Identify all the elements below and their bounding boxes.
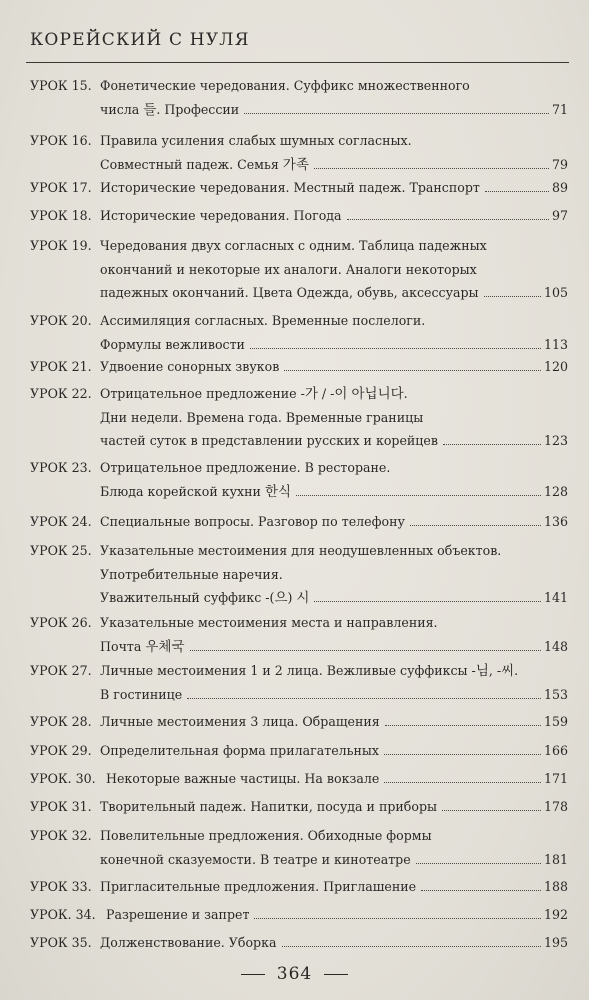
toc-entry-line [100, 565, 283, 585]
lesson-title-line: Употребительные наречия. [100, 566, 283, 582]
lesson-title-line: числа 들. Профессии [100, 101, 240, 118]
page-ref: 128 [543, 483, 568, 499]
dot-leader [484, 296, 541, 297]
lesson-title-line: окончаний и некоторые их аналоги. Аналоги некоторых [100, 261, 477, 277]
page-ref: 113 [543, 336, 568, 352]
dot-leader [187, 698, 541, 699]
toc-entry[interactable] [30, 905, 568, 929]
running-header: КОРЕЙСКИЙ С НУЛЯ [30, 30, 250, 50]
lesson-label: УРОК 21. [30, 359, 92, 374]
toc-entry[interactable] [30, 311, 568, 358]
lesson-title-line: Дни недели. Времена года. Временные границы [100, 409, 424, 425]
lesson-title-line: Исторические чередования. Погода [100, 208, 342, 223]
page-footer [0, 964, 589, 984]
toc-entry-last-line [100, 357, 568, 377]
toc-entry-last-line [100, 482, 568, 502]
toc-entry-line [100, 613, 438, 633]
lesson-label: УРОК 26. [30, 615, 92, 630]
lesson-title-line: Удвоение сонорных звуков [100, 359, 280, 374]
toc-entry-last-line [100, 178, 568, 198]
toc-entry-last-line [100, 588, 568, 608]
toc-entry-line [100, 458, 390, 478]
dot-leader [314, 168, 549, 169]
lesson-title-line: Разрешение и запрет [106, 907, 250, 922]
lesson-title-line: падежных окончаний. Цвета Одежда, обувь, аксессуары [100, 285, 479, 300]
lesson-title-line: Личные местоимения 3 лица. Обращения [100, 714, 380, 729]
page-ref: 181 [543, 851, 568, 867]
toc-entry-last-line [100, 283, 568, 303]
dot-leader [416, 863, 541, 864]
lesson-label: УРОК 17. [30, 180, 92, 195]
dot-leader [410, 525, 541, 526]
lesson-label: УРОК 15. [30, 78, 92, 93]
toc-entry[interactable] [30, 541, 568, 612]
lesson-label: УРОК 22. [30, 386, 92, 401]
page-ref: 120 [543, 359, 568, 374]
lesson-label: УРОК 16. [30, 133, 92, 148]
lesson-title-line: Творительный падеж. Напитки, посуда и приборы [100, 799, 438, 814]
toc-entry-last-line [106, 905, 568, 925]
toc-entry-last-line [100, 637, 568, 657]
toc-entry[interactable] [30, 877, 568, 901]
toc-entry-line [100, 311, 425, 331]
lesson-label: УРОК 24. [30, 514, 92, 529]
toc-entry-last-line [100, 100, 568, 120]
lesson-title-line: Отрицательное предложение -가 / -이 아닙니다. [100, 386, 408, 402]
page-ref: 97 [551, 208, 568, 223]
page-ref: 166 [543, 743, 568, 758]
toc-entry-line [100, 541, 501, 561]
lesson-title-line: Почта 우체국 [100, 638, 185, 655]
toc-entry-last-line [100, 335, 568, 355]
lesson-title-line: В гостинице [100, 686, 183, 702]
toc-entry[interactable] [30, 236, 568, 307]
footer-dash-right [324, 974, 348, 975]
lesson-title-line: Блюда корейской кухни 한식 [100, 483, 292, 500]
dot-leader [443, 444, 541, 445]
toc-entry[interactable] [30, 661, 568, 708]
toc-entry[interactable] [30, 826, 568, 873]
page-number: 364 [276, 964, 313, 984]
lesson-title-line: Правила усиления слабых шумных согласных. [100, 133, 412, 148]
page-ref: 171 [543, 771, 568, 786]
page-ref: 79 [551, 156, 568, 172]
dot-leader [384, 754, 541, 755]
dot-leader [254, 918, 541, 919]
toc-entry-last-line [100, 512, 568, 532]
lesson-label: УРОК. 30. [30, 771, 96, 786]
lesson-label: УРОК 35. [30, 935, 92, 950]
dot-leader [385, 725, 541, 726]
lesson-label: УРОК 20. [30, 313, 92, 328]
page-ref: 123 [543, 433, 568, 448]
lesson-title-line: Пригласительные предложения. Приглашение [100, 879, 417, 894]
dot-leader [284, 370, 541, 371]
lesson-label: УРОК 19. [30, 238, 92, 253]
toc-entry[interactable] [30, 357, 568, 381]
dot-leader [442, 810, 541, 811]
toc-entry[interactable] [30, 933, 568, 957]
toc-entry[interactable] [30, 613, 568, 660]
dot-leader [421, 890, 541, 891]
lesson-label: УРОК 28. [30, 714, 92, 729]
lesson-label: УРОК 27. [30, 663, 92, 678]
lesson-title-line: Ассимиляция согласных. Временные послелоги. [100, 313, 426, 328]
dot-leader [347, 219, 549, 220]
lesson-label: УРОК 29. [30, 743, 92, 758]
page-ref: 192 [543, 907, 568, 922]
lesson-title-line: Некоторые важные частицы. На вокзале [106, 771, 380, 786]
page-ref: 159 [543, 714, 568, 729]
toc-entry-last-line [100, 712, 568, 732]
lesson-label: УРОК 31. [30, 799, 92, 814]
lesson-title-line: Указательные местоимения места и направления. [100, 615, 438, 630]
toc-entry-line [100, 260, 477, 280]
toc-entry-last-line [100, 685, 568, 705]
page-ref: 141 [543, 590, 568, 605]
lesson-title-line: Специальные вопросы. Разговор по телефону [100, 514, 405, 529]
toc-entry-line [100, 408, 423, 428]
toc-entry[interactable] [30, 512, 568, 536]
lesson-title-line: Исторические чередования. Местный падеж. Транспорт [100, 180, 480, 195]
toc-entry-line [100, 76, 470, 96]
dot-leader [384, 782, 541, 783]
lesson-title-line: Уважительный суффикс -(으) 시 [100, 590, 310, 606]
toc-entry-last-line [106, 769, 568, 789]
lesson-label: УРОК 32. [30, 828, 92, 843]
toc-entry[interactable] [30, 384, 568, 455]
page-ref: 89 [551, 180, 568, 195]
lesson-title-line: Чередования двух согласных с одним. Таблица падежных [100, 238, 487, 253]
lesson-title-line: Совместный падеж. Семья 가족 [100, 156, 309, 173]
toc-entry-last-line [100, 431, 568, 451]
lesson-title-line: Личные местоимения 1 и 2 лица. Вежливые суффиксы -님, -씨. [100, 663, 519, 679]
toc-entry-line [100, 384, 408, 404]
toc-entry[interactable] [30, 797, 568, 821]
dot-leader [314, 601, 541, 602]
toc-entry[interactable] [30, 178, 568, 202]
dot-leader [244, 113, 549, 114]
dot-leader [190, 650, 541, 651]
page-ref: 148 [543, 638, 568, 654]
toc-entry-last-line [100, 850, 568, 870]
page-ref: 178 [543, 799, 568, 814]
toc-entry[interactable] [30, 131, 568, 178]
toc-entry-last-line [100, 741, 568, 761]
lesson-title-line: Долженствование. Уборка [100, 935, 277, 950]
toc-entry-line [100, 661, 518, 681]
dot-leader [250, 348, 541, 349]
lesson-label: УРОК 33. [30, 879, 92, 894]
toc-entry[interactable] [30, 458, 568, 505]
toc-entry-line [100, 826, 432, 846]
header-rule [26, 62, 569, 63]
dot-leader [485, 191, 549, 192]
lesson-title-line: частей суток в представлении русских и корейцев [100, 433, 438, 448]
toc-entry[interactable] [30, 769, 568, 793]
page-ref: 71 [551, 101, 568, 117]
lesson-label: УРОК 23. [30, 460, 92, 475]
lesson-title-line: Определительная форма прилагательных [100, 743, 380, 758]
toc-entry[interactable] [30, 741, 568, 765]
lesson-title-line: Фонетические чередования. Суффикс множественного [100, 78, 470, 93]
toc-entry-last-line [100, 797, 568, 817]
dot-leader [282, 946, 541, 947]
toc-entry-last-line [100, 877, 568, 897]
lesson-title-line: Указательные местоимения для неодушевленных объектов. [100, 543, 502, 558]
toc-entry-last-line [100, 206, 568, 226]
footer-dash-left [241, 974, 265, 975]
lesson-title-line: Повелительные предложения. Обиходные формы [100, 828, 432, 843]
page-ref: 195 [543, 935, 568, 950]
toc-entry[interactable] [30, 206, 568, 230]
lesson-title-line: Формулы вежливости [100, 336, 245, 352]
page-ref: 105 [543, 285, 568, 300]
dot-leader [296, 495, 541, 496]
page-ref: 153 [543, 686, 568, 702]
lesson-label: УРОК 25. [30, 543, 92, 558]
page-ref: 136 [543, 514, 568, 529]
lesson-label: УРОК 18. [30, 208, 92, 223]
toc-entry-last-line [100, 155, 568, 175]
toc-entry-line [100, 236, 487, 256]
toc-entry[interactable] [30, 712, 568, 736]
toc-entry[interactable] [30, 76, 568, 123]
lesson-title-line: Отрицательное предложение. В ресторане. [100, 460, 391, 475]
page-ref: 188 [543, 879, 568, 894]
lesson-label: УРОК. 34. [30, 907, 96, 922]
toc-entry-line [100, 131, 412, 151]
toc-entry-last-line [100, 933, 568, 953]
lesson-title-line: конечной сказуемости. В театре и кинотеатре [100, 851, 411, 867]
